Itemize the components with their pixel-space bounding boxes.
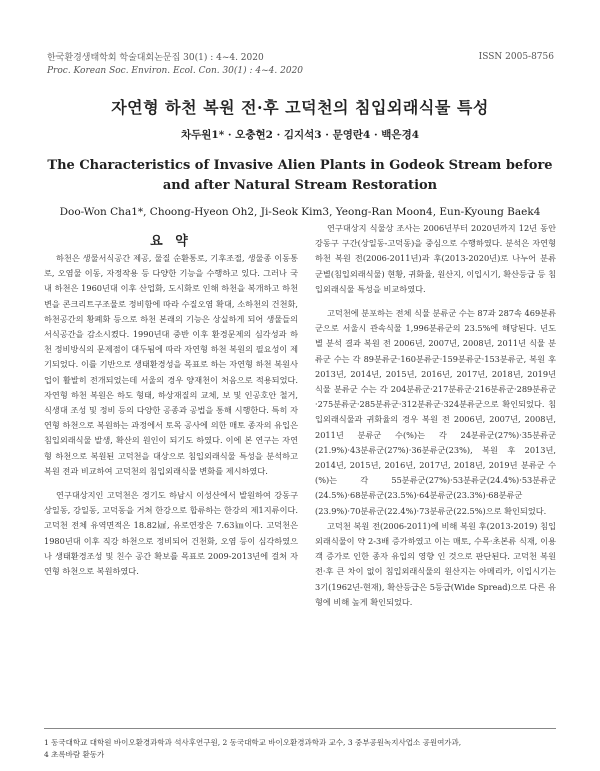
journal-title-en: Proc. Korean Soc. Environ. Ecol. Con. 30(1) : 4~4. 2020 <box>47 66 304 76</box>
left-column <box>44 251 298 579</box>
right-column <box>315 221 556 610</box>
paragraph-conclusion: 고덕천 복원 전(2006-2011)에 비해 복원 후(2013-2019) 침입외래식물이 약 2-3배 증가하였고 이는 매토, 수목·초본류 식재, 이용객 증가로 인한 종자 유입의 영향 인 것으로 판단된다. 고덕천 복원 전·후 큰 차이 없이 침입외래식물의 원산지는 아메리카, 이입시기는 3기(1962년-현재), 확산등급은 5등급(Wide Spread)으로 다른 유형에 비해 높게 확인되었다. <box>315 520 556 607</box>
korean-title: 자연형 하천 복원 전·후 고덕천의 침입외래식물 특성 <box>111 98 489 117</box>
footnote-line: 1 동국대학교 대학원 바이오환경과학과 석사후연구원, 2 동국대학교 바이오환경과학과 교수, 3 중부공원녹지사업소 공원여가과, <box>44 738 462 747</box>
paragraph-methods: 연구대상지 식물상 조사는 2006년부터 2020년까지 12년 동안 강동구 구간(상일동-고덕동)을 중심으로 수행하였다. 분석은 자연형 하천 복원 전(2006-2011년)과 후(2013-2020년)로 나누어 분류군별(침입외래식물) 현황, 귀화율, 원산지, 이입시기, 확산등급 등 침입외래식물 특성을 비교하였다. <box>315 223 556 294</box>
english-authors: Doo-Won Cha1*, Choong-Hyeon Oh2, Ji-Seok Kim3, Yeong-Ran Moon4, Eun-Kyoung Baek4 <box>59 206 541 218</box>
abstract-heading: 요 약 <box>150 234 192 249</box>
korean-authors: 차두원1* · 오충현2 · 김지석3 · 문영란4 · 백은경4 <box>180 129 420 141</box>
paragraph-results: 고덕천에 분포하는 전체 식물 분류군 수는 87과 287속 469분류군으로 서울시 관속식물 1,996분류군의 23.5%에 해당된다. 년도별 분석 결과 복원 전 2006년, 2007년, 2008년, 2011년 식물 분류군 수는 각 89분류군·160분류군·159분류군·153분류군, 복원 후 2013년, 2014년, 2015년, 2016년, 2017년, 2018년, 2019년 식물 분류군 수는 각 204분류군·217분류군·216분류군·289분류군·275분류군·285분류군·312분류군·324분류군으로 확인되었다. 침입외래식물과 귀화율의 경우 복원 전 2006년, 2007년, 2008년, 2011년 분류군 수(%)는 각 24분류군(27%)·35분류군(21.9%)·43분류군(27%)·36분류군(23%), 복원 후 2013년, 2014년, 2015년, 2016년, 2017년, 2018년, 2019년 분류군 수(%)는 각 55분류군(27%)·53분류군(24.4%)·53분류군(24.5%)·68분류군(23.5%)·64분류군(23.3%)·68분류군(23.9%)·70분류군(22.4%)·73분류군(22.5%)으로 확인되었다. <box>315 308 556 516</box>
paragraph-study-site: 연구대상지인 고덕천은 경기도 하남시 이성산에서 발원하여 강동구 상일동, 강일동, 고덕동을 거쳐 한강으로 합류하는 한강의 제1지류이다. 고덕천 전체 유역면적은 18.82㎢, 유로연장은 7.63㎞이다. 고덕천은 1980년대 이후 직강 하천으로 정비되어 건천화, 오염 등이 심각하였으나 생태환경조성 및 친수 공간 확보를 목표로 2009-2013년에 걸쳐 자연형 하천으로 복원하였다. <box>44 490 298 577</box>
footnotes <box>44 737 564 761</box>
footnote-line: 4 초록바람 환동가 <box>44 750 105 759</box>
issn: ISSN 2005-8756 <box>478 52 554 62</box>
footnote-divider <box>44 728 556 729</box>
journal-title-ko: 한국환경생태학회 학술대회논문집 30(1) : 4~4. 2020 <box>47 53 264 63</box>
paragraph-intro: 하천은 생물서식공간 제공, 물질 순환통로, 기후조절, 생물종 이동통로, 오염물 이동, 자정작용 등 다양한 기능을 수행하고 있다. 그러나 국내 하천은 1960년대 이후 산업화, 도시화로 인해 하천을 복개하고 하천변을 콘크리트구조물로 정비함에 따라 수질오염 확대, 소하천의 건천화, 하천공간의 황폐화 등으로 하천 본래의 기능은 상실하게 되어 생물들의 서식공간을 감소시켰다. 1990년대 중반 이후 환경문제의 심각성과 하천 정비방식의 문제점이 대두됨에 따라 자연형 하천 복원의 필요성이 제기되었다. 이를 기반으로 생태환경성을 목표로 하는 자연형 하천 복원사업이 활발히 전개되었는데 서울의 경우 양재천이 처음으로 적용되었다. 자연형 하천 복원은 하도 형태, 하상재질의 교체, 보 및 인공호안 철거, 식생대 조성 및 정비 등의 다양한 공종과 공법을 통해 시행한다. 특히 자연형 하천으로 복원하는 과정에서 토목 공사에 의한 매토 종자의 유입은 침입외래식물 발생, 확산의 원인이 되기도 하였다. 이에 본 연구는 자연형 하천으로 복원된 고덕천을 대상으로 침입외래식물 특성을 분석하고 복원 전과 비교하여 고덕천의 침입외래식물 변화를 제시하였다. <box>44 253 298 476</box>
journal-header <box>47 52 303 78</box>
english-title: The Characteristics of Invasive Alien Plants in Godeok Stream before and after Natural Stream Restoration <box>47 158 553 193</box>
